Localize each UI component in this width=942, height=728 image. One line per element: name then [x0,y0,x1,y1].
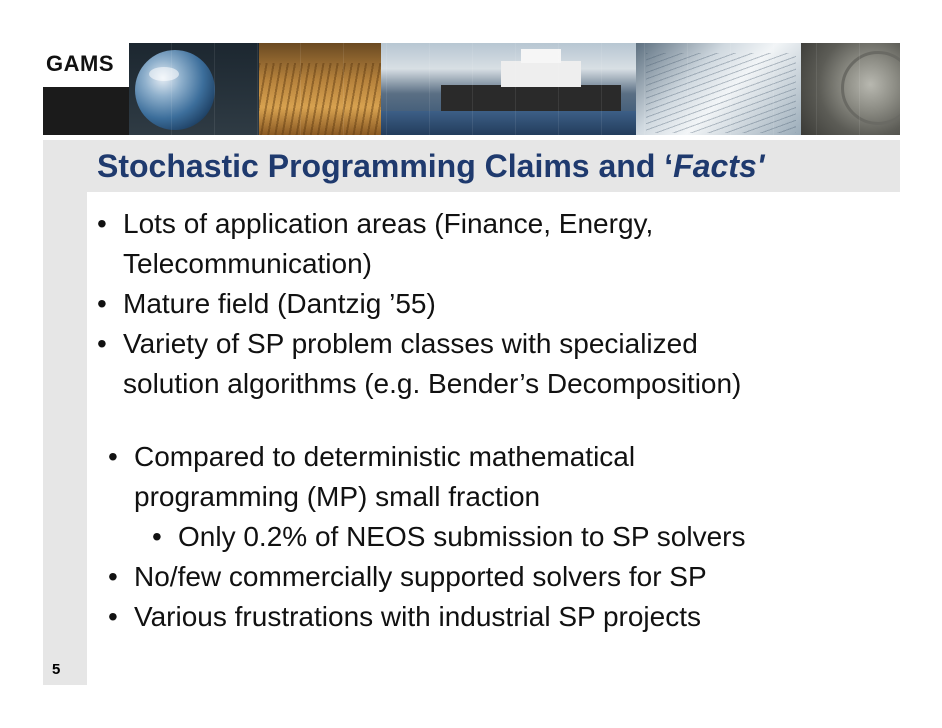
bullet-text-cont: solution algorithms (e.g. Bender’s Decomposition) [123,368,742,399]
logo-dark-band [43,87,129,135]
bullet-glyph: • [97,208,107,239]
bullet-list-facts [108,437,898,637]
bullet-glyph: • [152,521,162,552]
bullet-text-cont: programming (MP) small fraction [134,481,541,512]
bullet-glyph: • [108,561,118,592]
header-banner [43,43,900,135]
bullet-item [97,204,887,284]
gams-logo: GAMS [46,51,114,76]
page-number: 5 [52,661,61,678]
title-main: Stochastic Programming Claims and ‘ [97,148,674,184]
left-margin-strip [43,140,87,685]
sub-bullet-item [108,517,898,557]
bullet-list-claims [97,204,887,404]
bullet-text: Mature field (Dantzig ’55) [123,288,436,319]
bullet-text: Lots of application areas (Finance, Energy, [123,208,654,239]
logo-box [43,43,129,135]
bullet-glyph: • [108,441,118,472]
title-italic: Facts' [673,148,765,184]
bullet-text: Compared to deterministic mathematical [134,441,636,472]
bullet-text: No/few commercially supported solvers for SP [134,561,707,592]
bullet-text-cont: Telecommunication) [123,248,372,279]
bullet-item [108,557,898,597]
title-bar [87,140,900,192]
bullet-glyph: • [97,328,107,359]
bullet-text: Various frustrations with industrial SP projects [134,601,701,632]
bullet-glyph: • [97,288,107,319]
bullet-text: Variety of SP problem classes with specialized [123,328,698,359]
bullet-item [108,597,898,637]
bullet-item [97,284,887,324]
bullet-item [97,324,887,404]
bullet-item [108,437,898,517]
slide-title [97,147,764,185]
bullet-glyph: • [108,601,118,632]
bullet-text: Only 0.2% of NEOS submission to SP solvers [178,521,746,552]
